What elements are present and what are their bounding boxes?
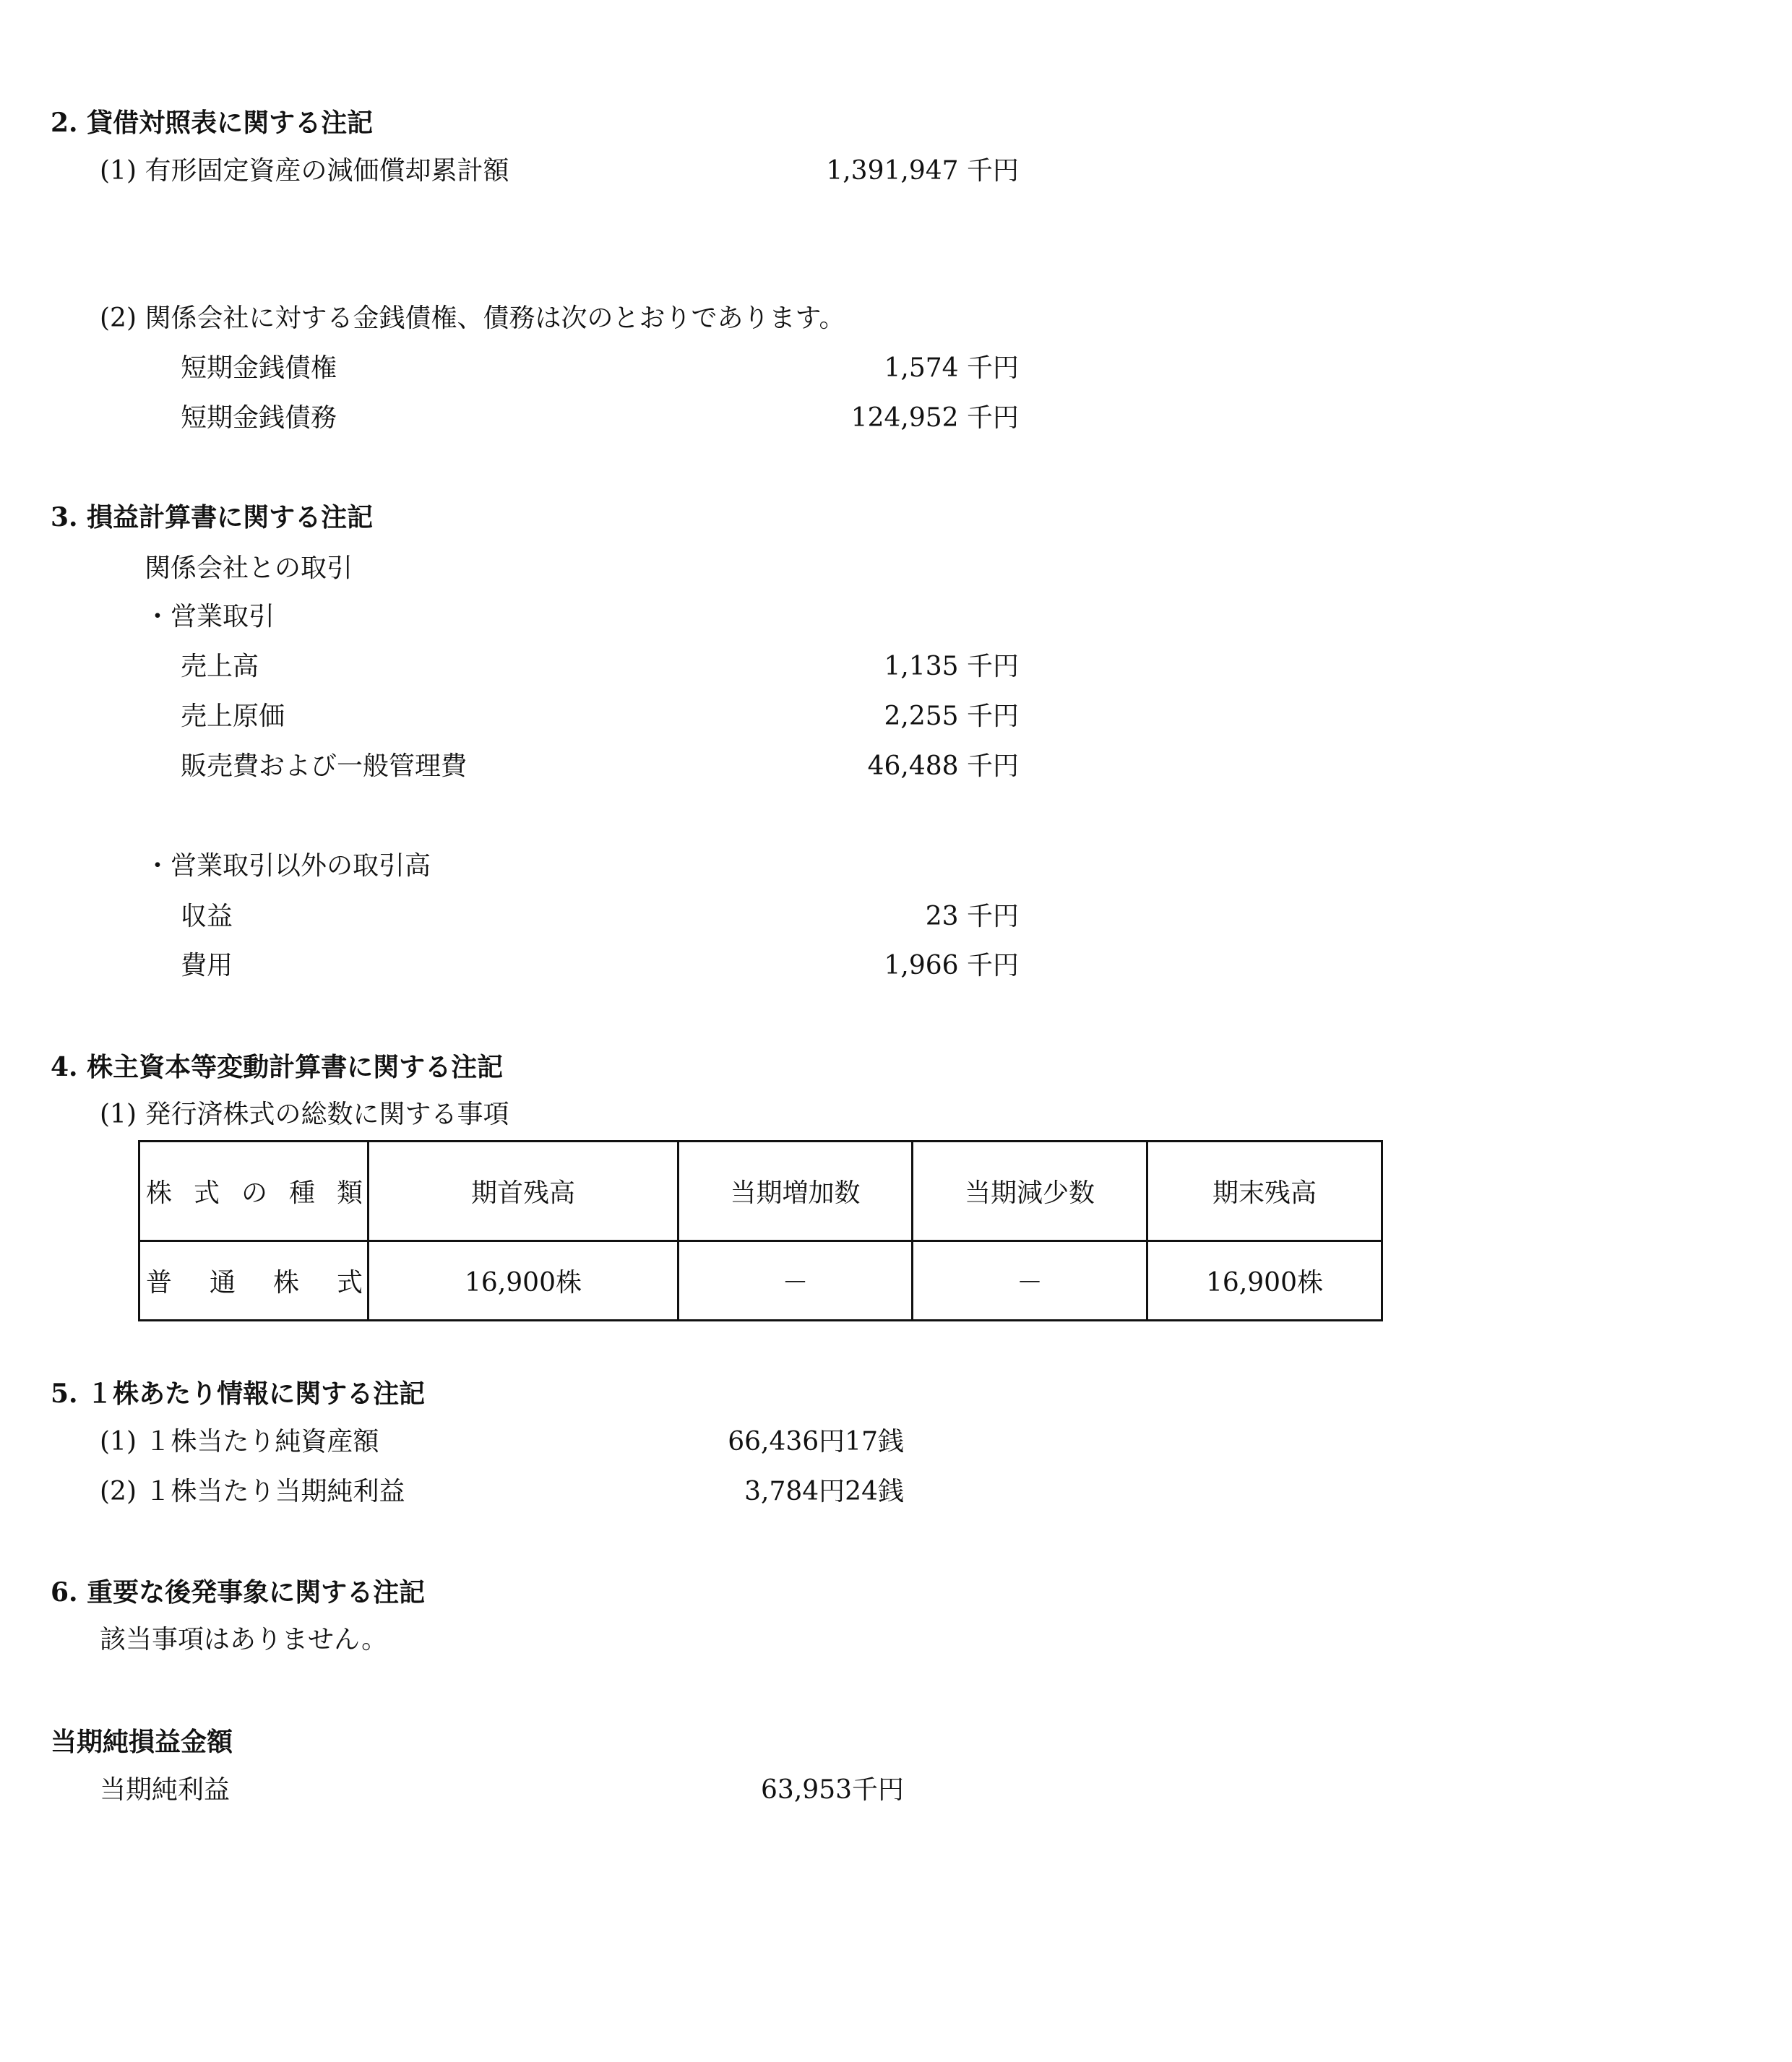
table-header-row	[139, 1142, 1382, 1241]
net-income-per-share-value: 3,784円24銭	[744, 1477, 904, 1506]
section-6-heading: 6. 重要な後発事象に関する注記	[51, 1577, 426, 1608]
cost-of-sales-value: 2,255 千円	[884, 702, 1019, 731]
header-decrease: 当期減少数	[913, 1142, 1147, 1241]
subsequent-events-text: 該当事項はありません。	[100, 1625, 388, 1655]
fixed-assets-depreciation-value: 1,391,947 千円	[826, 156, 1019, 186]
revenue-label: 収益	[181, 902, 233, 931]
cell-opening-balance: 16,900株	[369, 1241, 679, 1321]
net-income-per-share-label: (2) １株当たり当期純利益	[100, 1477, 405, 1506]
section-4-heading: 4. 株主資本等変動計算書に関する注記	[51, 1052, 504, 1082]
net-income-value: 63,953千円	[761, 1775, 904, 1805]
revenue-value: 23 千円	[925, 902, 1019, 931]
fixed-assets-depreciation-label: (1) 有形固定資産の減価償却累計額	[100, 156, 509, 186]
section-2-heading: 2. 貸借対照表に関する注記	[51, 108, 374, 138]
short-term-payables-label: 短期金銭債務	[181, 403, 337, 433]
short-term-receivables-label: 短期金銭債権	[181, 353, 337, 383]
affiliate-receivables-note: (2) 関係会社に対する金銭債権、債務は次のとおりであります。	[100, 303, 845, 333]
sga-expenses-label: 販売費および一般管理費	[181, 751, 468, 781]
sales-label: 売上高	[181, 652, 259, 681]
net-income-heading: 当期純損益金額	[51, 1727, 233, 1757]
table-row	[139, 1241, 1382, 1321]
section-3-heading: 3. 損益計算書に関する注記	[51, 502, 374, 532]
header-closing-balance: 期末残高	[1147, 1142, 1382, 1241]
issued-shares-table	[138, 1140, 1383, 1321]
expenses-label: 費用	[181, 951, 233, 980]
header-increase: 当期増加数	[679, 1142, 913, 1241]
cell-closing-balance: 16,900株	[1147, 1241, 1382, 1321]
cell-decrease: －	[913, 1241, 1147, 1321]
expenses-value: 1,966 千円	[884, 951, 1019, 980]
non-operating-transactions-label: ・営業取引以外の取引高	[145, 851, 431, 881]
operating-transactions-label: ・営業取引	[145, 602, 275, 631]
cell-share-type: 普通株式	[139, 1241, 369, 1321]
short-term-payables-value: 124,952 千円	[850, 403, 1019, 433]
net-assets-per-share-label: (1) １株当たり純資産額	[100, 1427, 379, 1457]
affiliate-transactions-label: 関係会社との取引	[145, 553, 353, 583]
header-opening-balance: 期首残高	[369, 1142, 679, 1241]
cell-increase: －	[679, 1241, 913, 1321]
net-income-label: 当期純利益	[100, 1775, 231, 1805]
net-assets-per-share-value: 66,436円17銭	[728, 1427, 904, 1457]
header-share-type: 株式の種類	[139, 1142, 369, 1241]
sga-expenses-value: 46,488 千円	[867, 751, 1019, 781]
cost-of-sales-label: 売上原価	[181, 702, 285, 731]
section-5-heading: 5. １株あたり情報に関する注記	[51, 1379, 426, 1409]
short-term-receivables-value: 1,574 千円	[884, 353, 1019, 383]
issued-shares-label: (1) 発行済株式の総数に関する事項	[100, 1100, 509, 1129]
sales-value: 1,135 千円	[884, 652, 1019, 681]
